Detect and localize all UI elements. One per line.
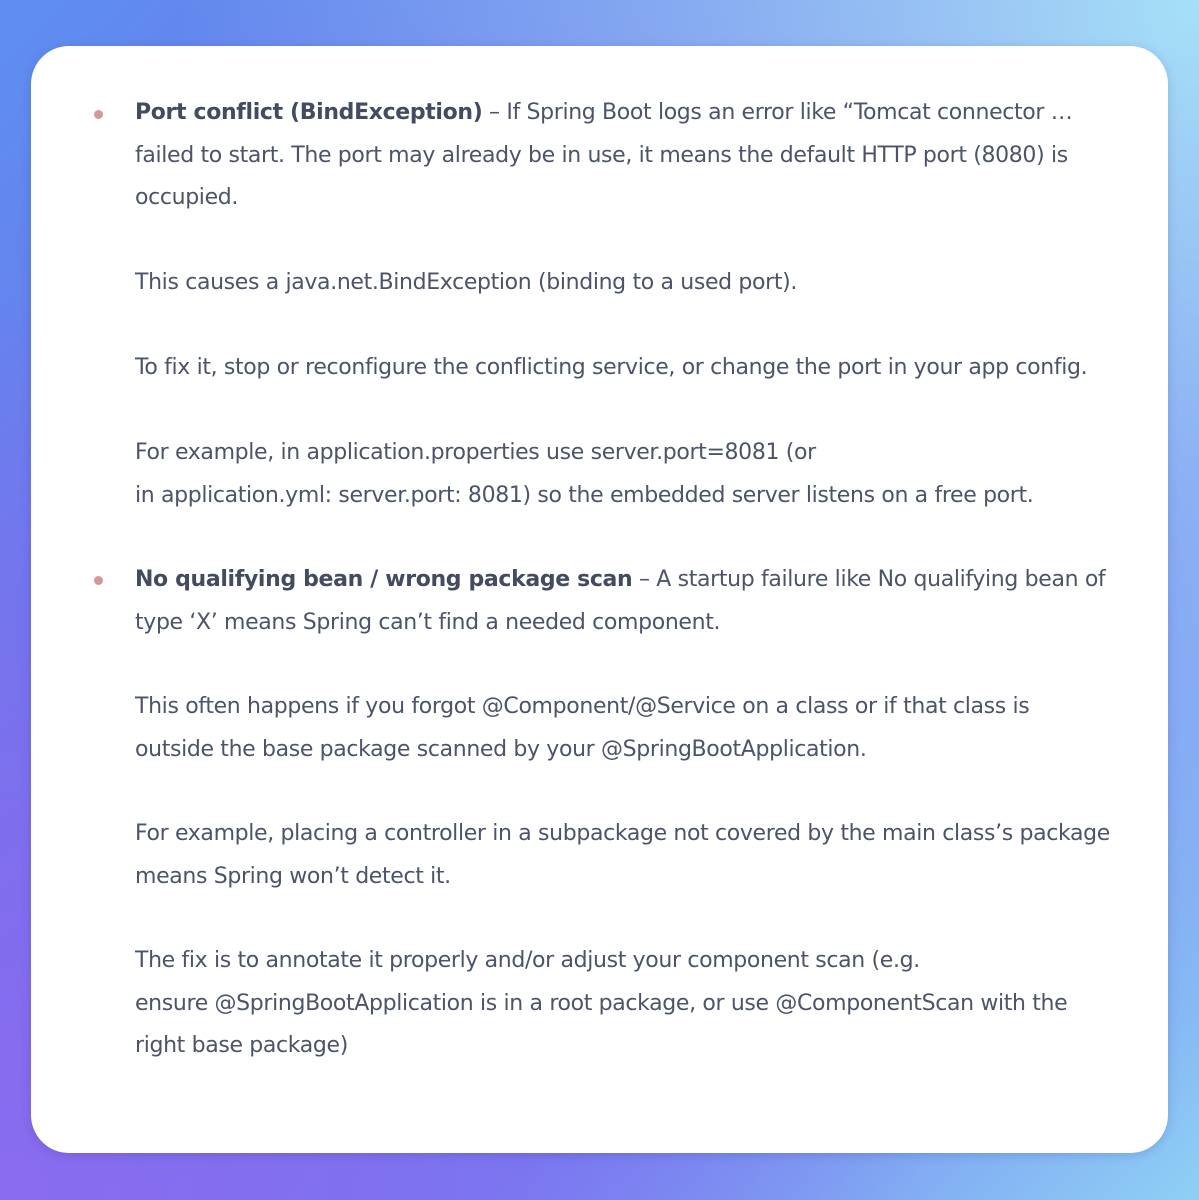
item-paragraph: To fix it, stop or reconfigure the conflicting service, or change the port in your app config. [135, 355, 1088, 380]
item-lead-text: – A startup failure like No qualifying bean of [632, 567, 1106, 592]
paragraph-line: This often happens if you forgot @Component/@Service on a class or if that class is [135, 694, 1030, 719]
item-title: Port conflict (BindException) [135, 100, 483, 125]
paragraph-line: means Spring won’t detect it. [135, 863, 451, 889]
item-paragraph [135, 686, 1029, 771]
item-lead-paragraph [135, 559, 1105, 644]
item-paragraph [135, 813, 1110, 898]
paragraph-line: outside the base package scanned by your @SpringBootApplication. [135, 736, 867, 762]
paragraph-line: For example, in application.properties use server.port=8081 (or [135, 440, 816, 465]
item-lead-text-line: failed to start. The port may already be in use, it means the default HTTP port (8080) is [135, 142, 1068, 168]
item-lead-text-line: type ‘X’ means Spring can’t find a needed component. [135, 609, 721, 635]
paragraph-line: right base package) [135, 1033, 348, 1058]
paragraph-line: in application.yml: server.port: 8081) so the embedded server listens on a free port. [135, 482, 1034, 508]
paragraph-line: The fix is to annotate it properly and/or adjust your component scan (e.g. [135, 948, 920, 973]
item-paragraph [135, 940, 1067, 1068]
item-lead-text-line: occupied. [135, 185, 239, 210]
item-title: No qualifying bean / wrong package scan [135, 567, 633, 592]
item-lead-paragraph [135, 92, 1072, 220]
bullet-dot-icon [94, 576, 103, 585]
item-paragraph: This causes a java.net.BindException (binding to a used port). [135, 270, 797, 295]
bullet-dot-icon [94, 110, 103, 119]
paragraph-line: For example, placing a controller in a subpackage not covered by the main class’s package [135, 821, 1110, 846]
item-lead-text: – If Spring Boot logs an error like “Tomcat connector … [482, 100, 1073, 125]
paragraph-line: ensure @SpringBootApplication is in a root package, or use @ComponentScan with the [135, 990, 1068, 1016]
item-paragraph [135, 432, 1033, 517]
content-card [31, 46, 1168, 1153]
